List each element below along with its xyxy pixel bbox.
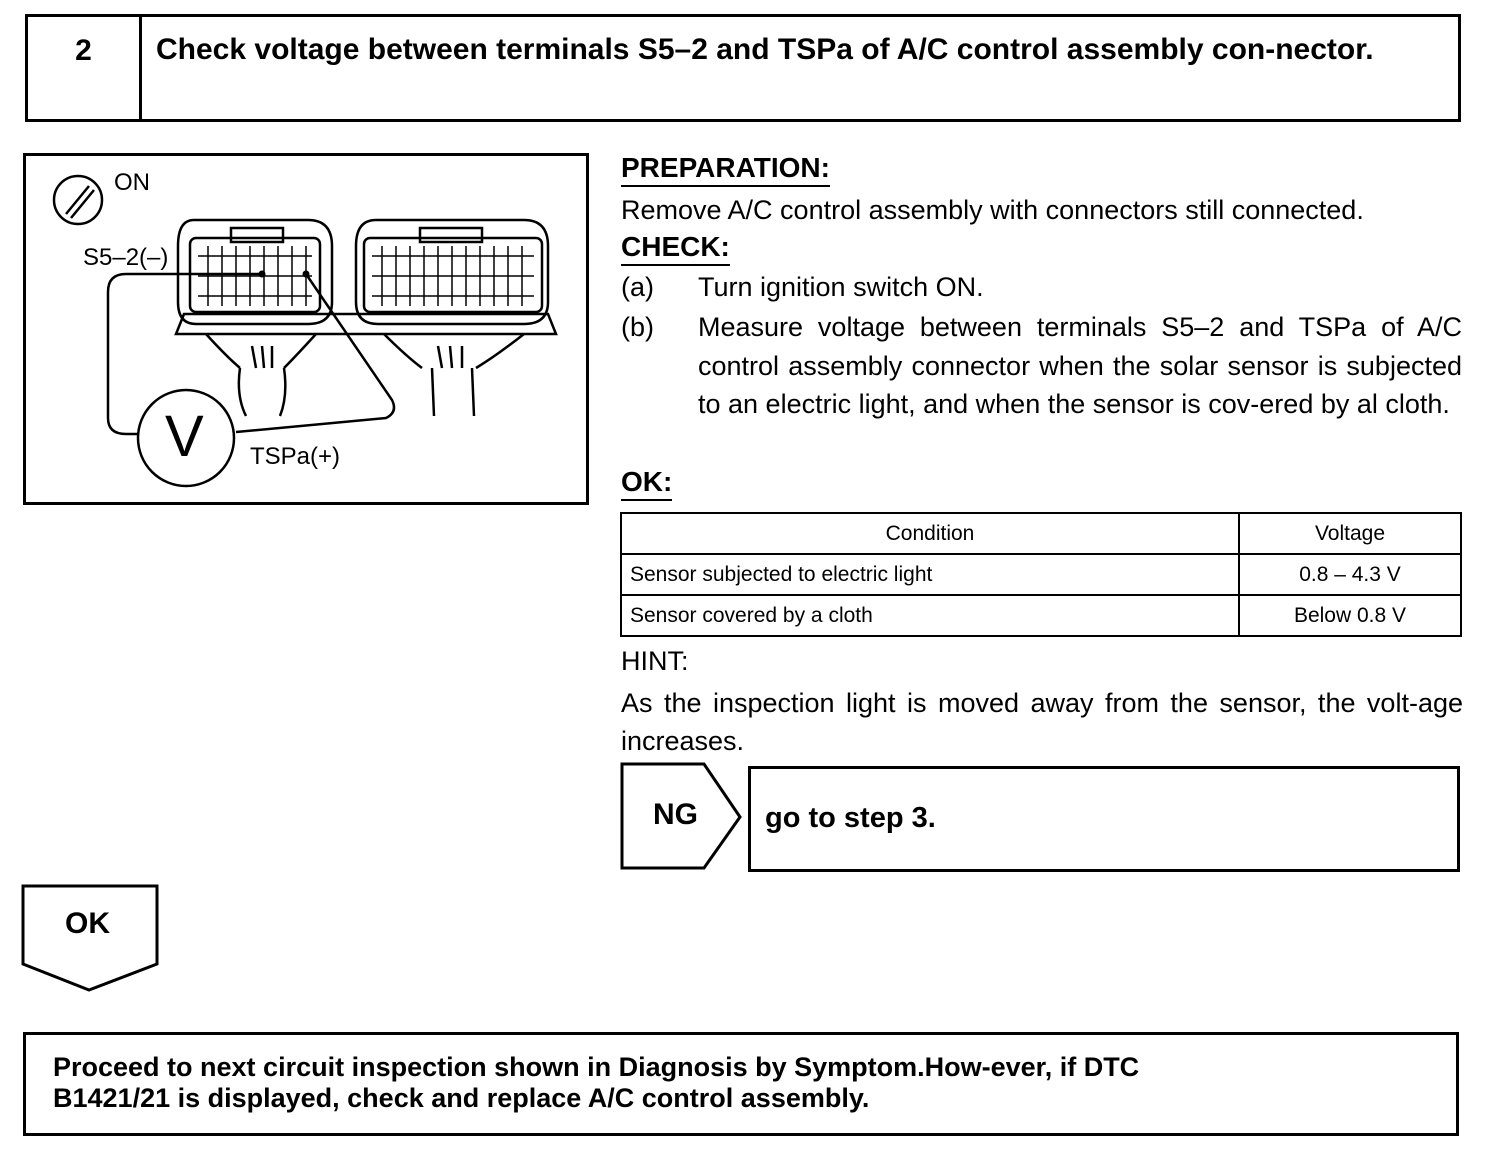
conclusion-box bbox=[23, 1032, 1459, 1136]
voltage-spec-table bbox=[620, 512, 1462, 637]
negative-terminal-label: S5–2(–) bbox=[83, 244, 169, 271]
step-title: Check voltage between terminals S5–2 and TSPa of A/C control assembly con-nector. bbox=[156, 33, 1374, 66]
step-header bbox=[25, 14, 1461, 122]
ok-branch-label: OK bbox=[65, 907, 110, 940]
table-header-condition: Condition bbox=[621, 513, 1239, 554]
table-cell-condition: Sensor covered by a cloth bbox=[621, 595, 1239, 636]
check-item-b-letter: (b) bbox=[621, 312, 654, 342]
positive-terminal-label: TSPa(+) bbox=[250, 443, 341, 470]
check-item-b-text: Measure voltage between terminals S5–2 and TSPa of A/C control assembly connector when the solar sensor is subjected to an electric light, and when the sensor is cov-ered by al cloth. bbox=[698, 312, 1462, 419]
table-header-row bbox=[621, 513, 1461, 554]
ng-action-box bbox=[748, 766, 1460, 872]
table-row bbox=[621, 595, 1461, 636]
check-heading: CHECK: bbox=[621, 231, 730, 266]
ng-action-text: go to step 3. bbox=[765, 802, 936, 834]
hint-text: As the inspection light is moved away from the sensor, the volt-age increases. bbox=[621, 688, 1463, 756]
ignition-on-label: ON bbox=[114, 169, 150, 196]
conclusion-text: Proceed to next circuit inspection shown in Diagnosis by Symptom.How-ever, if DTC B1421/21 is displayed, check and replace A/C control assembly. bbox=[53, 1052, 1140, 1113]
preparation-heading: PREPARATION: bbox=[621, 152, 830, 187]
voltmeter-symbol: V bbox=[165, 404, 204, 469]
hint-label: HINT: bbox=[621, 646, 689, 676]
wiring-diagram bbox=[23, 153, 589, 505]
ng-label: NG bbox=[653, 798, 698, 831]
table-cell-condition: Sensor subjected to electric light bbox=[621, 554, 1239, 595]
table-cell-voltage: Below 0.8 V bbox=[1239, 595, 1461, 636]
table-cell-voltage: 0.8 – 4.3 V bbox=[1239, 554, 1461, 595]
check-item-a-text: Turn ignition switch ON. bbox=[698, 272, 984, 302]
check-item-a-letter: (a) bbox=[621, 272, 654, 302]
table-header-voltage: Voltage bbox=[1239, 513, 1461, 554]
step-number: 2 bbox=[28, 17, 142, 119]
preparation-text: Remove A/C control assembly with connectors still connected. bbox=[621, 195, 1364, 225]
ok-heading: OK: bbox=[621, 466, 672, 501]
table-row bbox=[621, 554, 1461, 595]
